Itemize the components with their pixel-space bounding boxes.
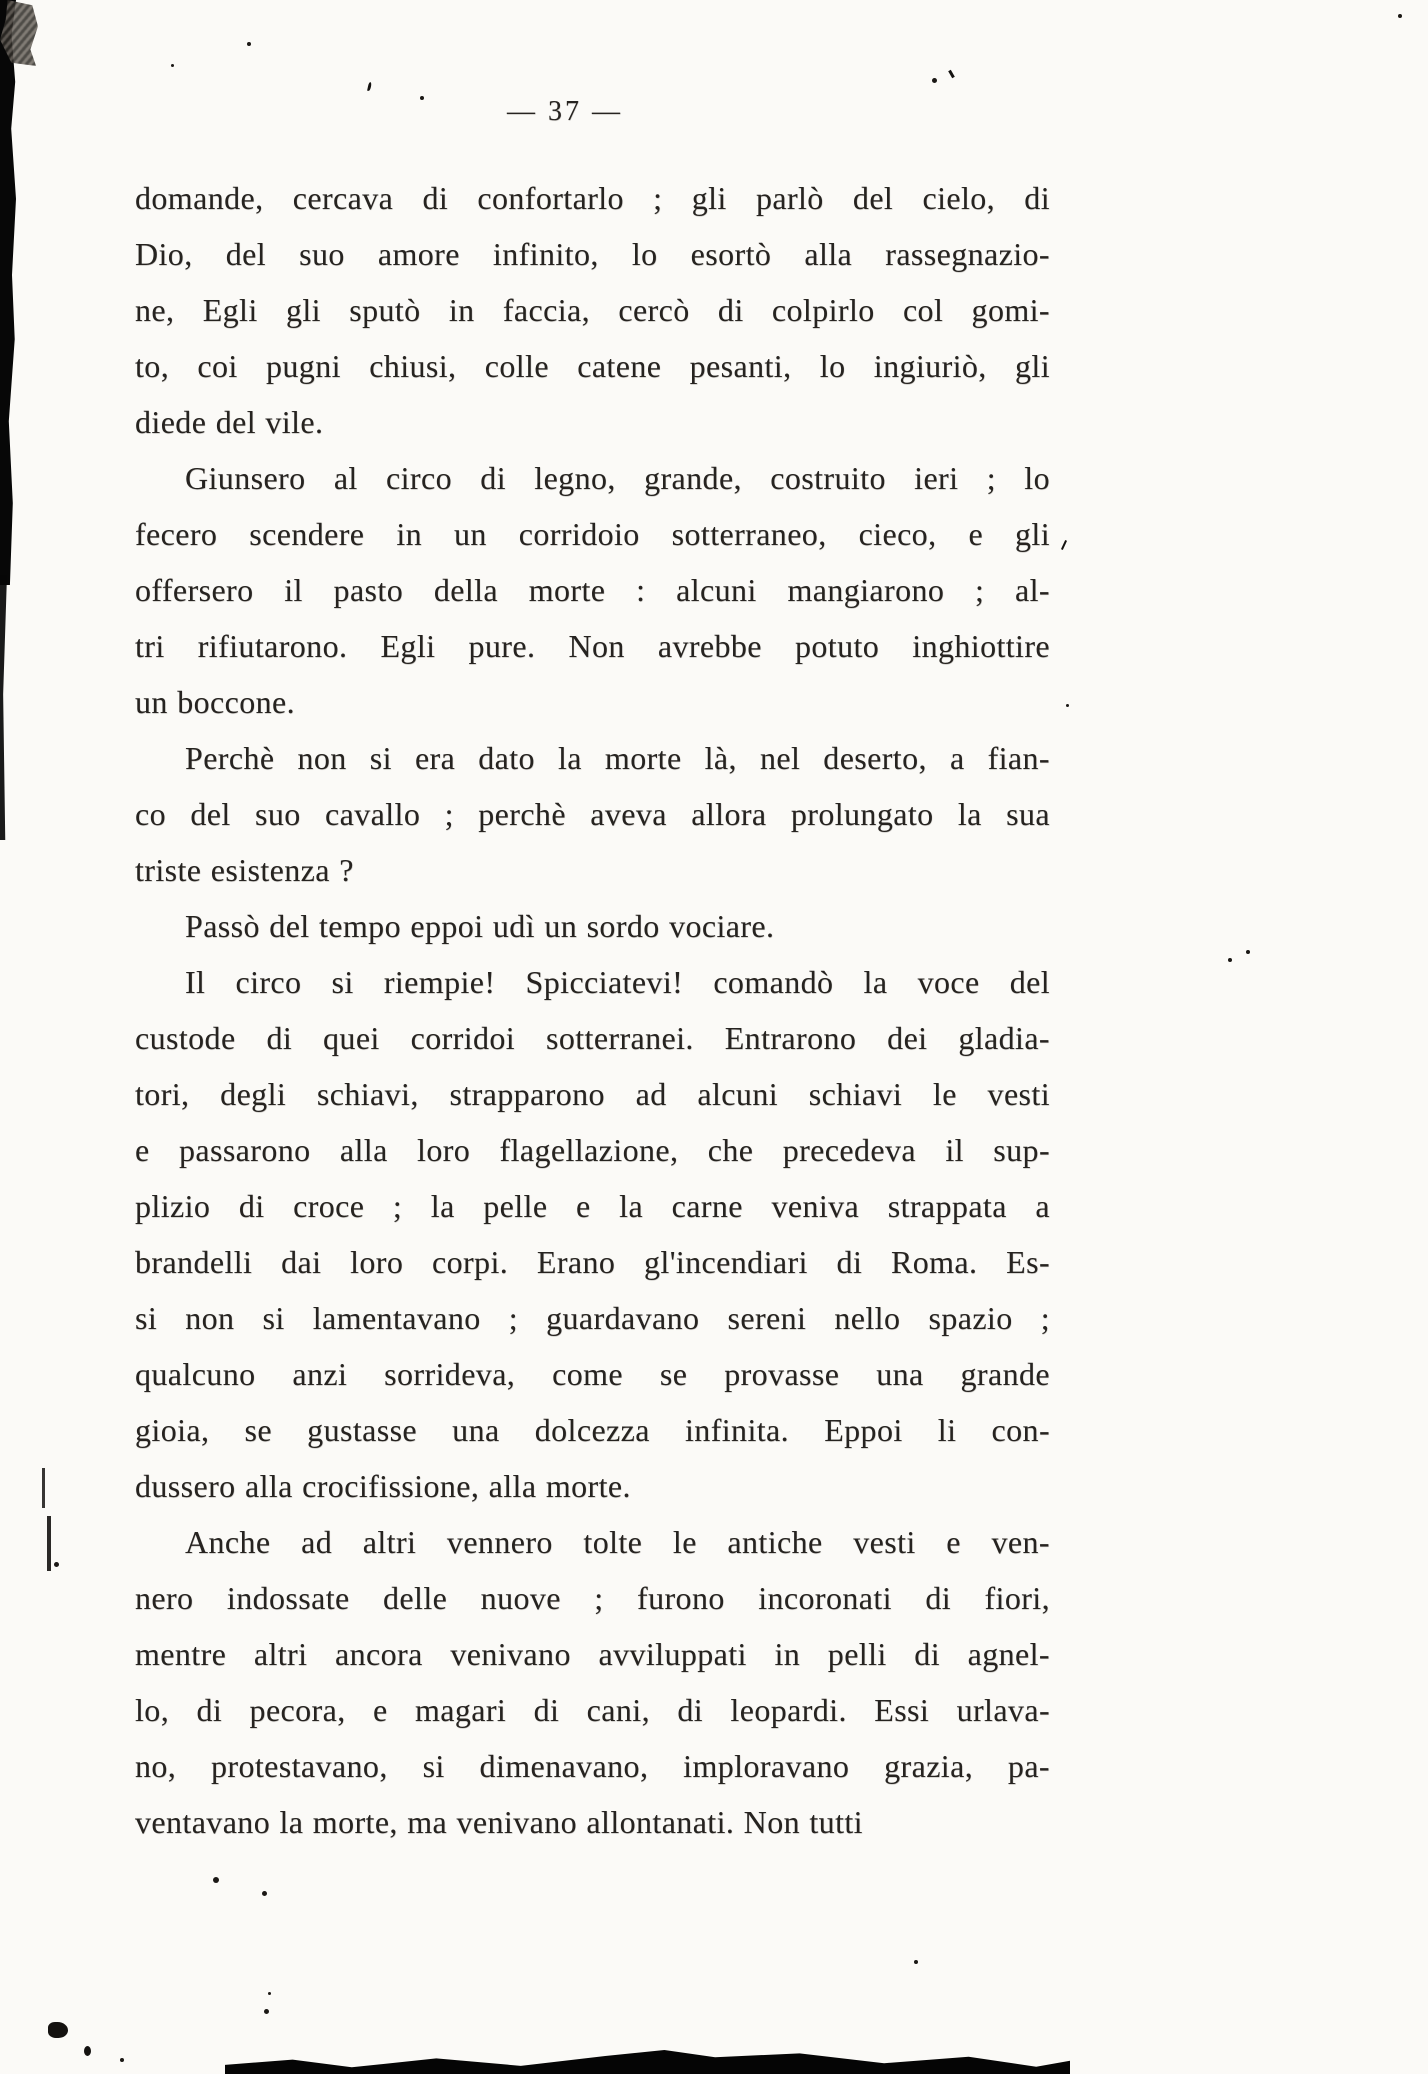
- text-line: tori, degli schiavi, strapparono ad alcuni schiavi le vesti: [135, 1076, 1050, 1112]
- noise-speck: [54, 1562, 59, 1567]
- text-line: ne, Egli gli sputò in faccia, cercò di colpirlo col gomi-: [135, 292, 1050, 328]
- noise-speck: [1228, 958, 1232, 962]
- page-number: — 37 —: [507, 96, 623, 127]
- text-line: domande, cercava di confortarlo ; gli parlò del cielo, di: [135, 180, 1050, 216]
- text-line: dussero alla crocifissione, alla morte.: [135, 1468, 631, 1504]
- text-line: fecero scendere in un corridoio sotterraneo, cieco, e gli: [135, 516, 1050, 552]
- noise-speck: [420, 96, 424, 100]
- noise-speck: [1061, 540, 1067, 550]
- text-line: to, coi pugni chiusi, colle catene pesanti, lo ingiuriò, gli: [135, 348, 1050, 384]
- scan-artifact-left-bar-thin: [0, 575, 7, 840]
- noise-speck: [247, 42, 251, 46]
- noise-speck: [268, 1992, 271, 1995]
- noise-speck: [1066, 704, 1069, 707]
- scan-blob: [84, 2046, 91, 2056]
- text-line: e passarono alla loro flagellazione, che precedeva il sup-: [135, 1132, 1050, 1168]
- text-line: Giunsero al circo di legno, grande, costruito ieri ; lo: [185, 460, 1050, 496]
- text-line: custode di quei corridoi sotterranei. Entrarono dei gladia-: [135, 1020, 1050, 1056]
- scan-artifact-bottom-band: [225, 2050, 1070, 2074]
- text-line: lo, di pecora, e magari di cani, di leopardi. Essi urlava-: [135, 1692, 1050, 1728]
- text-line: Passò del tempo eppoi udì un sordo vociare.: [185, 908, 775, 944]
- noise-speck: [262, 1891, 267, 1896]
- noise-speck: [213, 1877, 219, 1883]
- text-line: si non si lamentavano ; guardavano sereni nello spazio ;: [135, 1300, 1050, 1336]
- text-line: offersero il pasto della morte : alcuni mangiarono ; al-: [135, 572, 1050, 608]
- noise-speck: [1246, 950, 1250, 954]
- scan-artifact-left-bar: [0, 0, 16, 585]
- noise-speck: [120, 2058, 124, 2062]
- text-line: tri rifiutarono. Egli pure. Non avrebbe potuto inghiottire: [135, 628, 1050, 664]
- text-line: ventavano la morte, ma venivano allontanati. Non tutti: [135, 1804, 863, 1840]
- noise-speck: [1398, 14, 1402, 18]
- text-line: triste esistenza ?: [135, 852, 354, 888]
- scan-streak: [42, 1468, 45, 1508]
- text-line: qualcuno anzi sorrideva, come se provasse una grande: [135, 1356, 1050, 1392]
- text-line: Perchè non si era dato la morte là, nel deserto, a fian-: [185, 740, 1050, 776]
- text-line: Dio, del suo amore infinito, lo esortò alla rassegnazio-: [135, 236, 1050, 272]
- scan-blob: [48, 2022, 68, 2038]
- text-line: Il circo si riempie! Spicciatevi! comandò la voce del: [185, 964, 1050, 1000]
- text-line: brandelli dai loro corpi. Erano gl'incendiari di Roma. Es-: [135, 1244, 1050, 1280]
- text-line: un boccone.: [135, 684, 296, 720]
- noise-speck: [264, 2009, 269, 2014]
- text-line: nero indossate delle nuove ; furono incoronati di fiori,: [135, 1580, 1050, 1616]
- text-line: gioia, se gustasse una dolcezza infinita. Eppoi li con-: [135, 1412, 1050, 1448]
- noise-speck: [367, 82, 372, 91]
- text-line: diede del vile.: [135, 404, 324, 440]
- text-line: no, protestavano, si dimenavano, imploravano grazia, pa-: [135, 1748, 1050, 1784]
- text-line: Anche ad altri vennero tolte le antiche vesti e ven-: [185, 1524, 1050, 1560]
- noise-speck: [948, 70, 955, 78]
- noise-speck: [171, 64, 174, 67]
- text-line: plizio di croce ; la pelle e la carne veniva strappata a: [135, 1188, 1050, 1224]
- scan-streak: [47, 1516, 51, 1571]
- page-body: [135, 170, 1050, 1850]
- noise-speck: [932, 78, 937, 83]
- text-line: mentre altri ancora venivano avviluppati in pelli di agnel-: [135, 1636, 1050, 1672]
- noise-speck: [914, 1960, 918, 1964]
- text-line: co del suo cavallo ; perchè aveva allora prolungato la sua: [135, 796, 1050, 832]
